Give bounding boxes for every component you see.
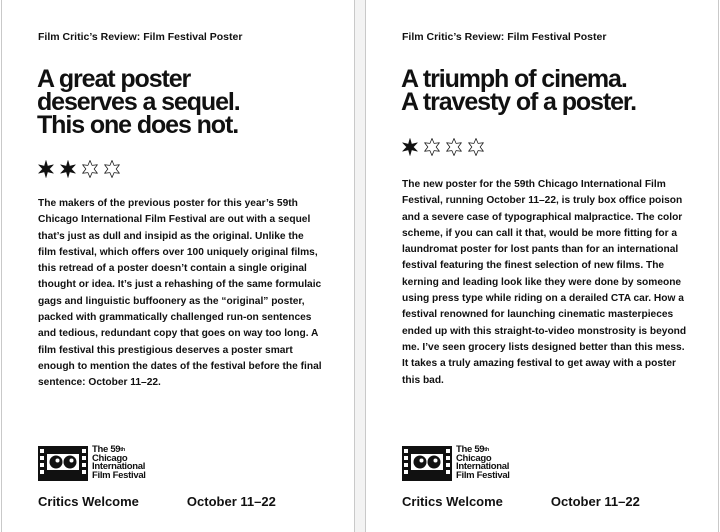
headline-line: deserves a sequel. — [37, 88, 240, 116]
film-reel-logo-icon — [38, 446, 88, 481]
poster-footer — [38, 494, 328, 509]
logo-year: The 59 — [92, 444, 121, 455]
logo-line: International — [92, 461, 146, 473]
empty-star-icon — [103, 160, 121, 178]
headline-line: A great poster — [37, 65, 191, 93]
poster-footer — [402, 494, 692, 509]
poster-kicker: Film Critic’s Review: Film Festival Poster — [402, 31, 607, 43]
footer-tagline: Critics Welcome — [38, 494, 139, 509]
empty-star-icon — [445, 138, 463, 156]
headline-line: A triumph of cinema. — [401, 65, 627, 93]
star-rating — [401, 138, 489, 156]
review-body: The new poster for the 59th Chicago International Film Festival, running October 11–22, is truly box office poison and a severe case of typographical malpractice. The color scheme, if you can call it that, would be more fitting for a laundromat poster for lost pants than for an international festival featuring the finest selection of new films. The kerning and leading look like they were done by someone using press type while riding on a derailed CTA car. How a festival renowned for launching cinematic masterpieces ended up with this straight-to-video monstrosity is beyond me. I’ve seen grocery lists designed better than this mess. It takes a truly amazing festival to get away with a poster this bad. — [402, 179, 687, 386]
logo-line: Chicago — [456, 452, 492, 464]
poster-headline — [401, 65, 636, 116]
review-body: The makers of the previous poster for this year’s 59th Chicago International Film Festival are out with a sequel that’s just as dull and insipid as the original. Unlike the film festival, which offers over 100 uniquely original films, this retread of a poster doesn’t contain a single original thought or idea. It’s just a rehashing of the same formulaic gags and linguistic buffoonery as the “original” poster, packed with grammatically challenged run-on sentences and tedious, redundant copy that goes on way too long. A film festival this prestigious deserves a poster smart enough to mention the dates of the festival before the final sentence: October 11–22. — [38, 198, 322, 389]
logo-line: International — [456, 461, 510, 473]
logo-wordmark — [92, 446, 146, 481]
empty-star-icon — [81, 160, 99, 178]
footer-tagline: Critics Welcome — [402, 494, 503, 509]
poster-right — [365, 0, 719, 532]
film-reel-logo-icon — [402, 446, 452, 481]
festival-logo — [402, 446, 510, 481]
logo-line: Chicago — [92, 452, 128, 464]
logo-wordmark — [456, 446, 510, 481]
filled-star-icon — [37, 160, 55, 178]
logo-year-suffix: th — [484, 447, 489, 453]
logo-year: The 59 — [456, 444, 485, 455]
poster-left — [1, 0, 355, 532]
empty-star-icon — [467, 138, 485, 156]
logo-year-suffix: th — [120, 447, 125, 453]
footer-dates: October 11–22 — [186, 494, 276, 509]
footer-dates: October 11–22 — [550, 494, 640, 509]
logo-line: Film Festival — [92, 470, 146, 482]
headline-line: A travesty of a poster. — [401, 88, 636, 116]
filled-star-icon — [59, 160, 77, 178]
poster-kicker: Film Critic’s Review: Film Festival Poster — [38, 31, 243, 43]
poster-gutter — [355, 0, 365, 532]
empty-star-icon — [423, 138, 441, 156]
festival-logo — [38, 446, 146, 481]
headline-line: This one does not. — [37, 111, 239, 139]
star-rating — [37, 160, 125, 178]
poster-headline — [37, 65, 240, 139]
logo-line: Film Festival — [456, 470, 510, 482]
filled-star-icon — [401, 138, 419, 156]
